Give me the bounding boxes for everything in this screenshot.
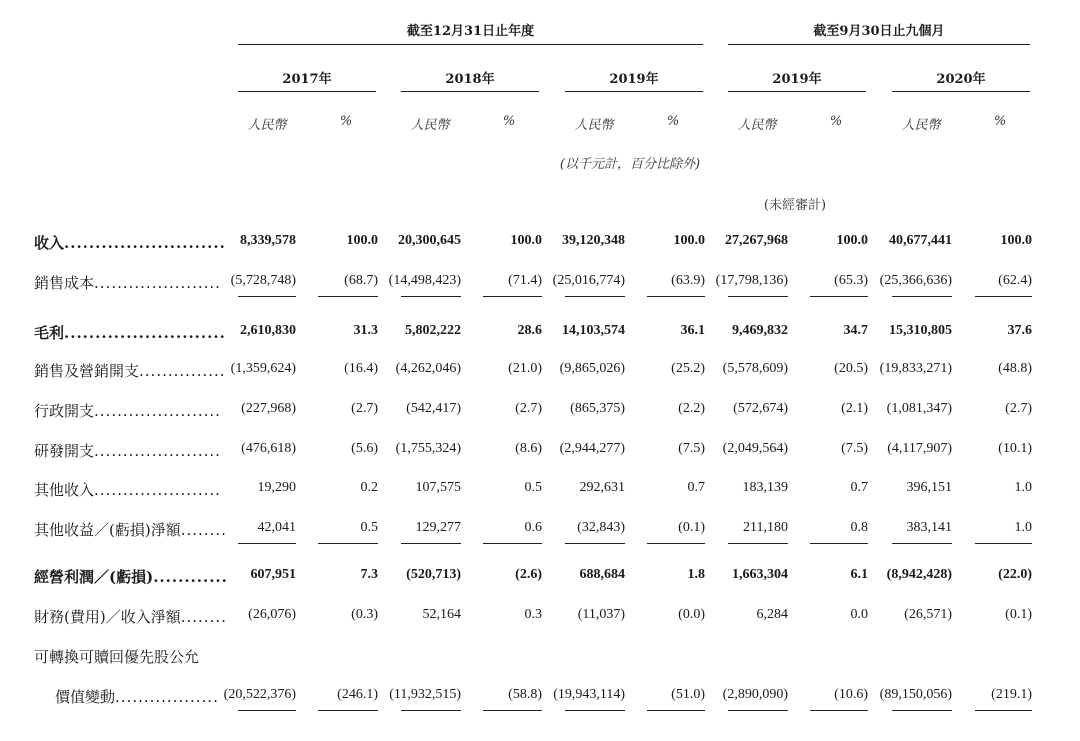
percent-cell: (10.6): [834, 687, 868, 702]
amount-cell: 183,139: [742, 480, 788, 495]
percent-cell: 31.3: [353, 323, 378, 338]
row-label-text: 經營利潤／(虧損): [34, 568, 154, 586]
percent-cell: (2.1): [841, 401, 868, 416]
row-label-text: 銷售及營銷開支: [34, 362, 140, 380]
percent-cell: (0.0): [678, 607, 705, 622]
amount-cell: 14,103,574: [562, 323, 625, 338]
amount-cell: 15,310,805: [889, 323, 952, 338]
percent-cell: 100.0: [673, 233, 705, 248]
amount-cell: 39,120,348: [562, 233, 625, 248]
subtotal-rule: [401, 710, 461, 711]
amount-cell: 688,684: [579, 567, 625, 582]
subtotal-rule: [810, 710, 868, 711]
percent-cell: 1.8: [687, 567, 705, 582]
year-2017: 2017年: [282, 72, 332, 87]
subtotal-rule: [565, 296, 625, 297]
amount-cell: (572,674): [733, 401, 788, 416]
row-label-text: 可轉換可贖回優先股公允: [34, 648, 200, 666]
amount-cell: (8,942,428): [886, 567, 952, 582]
percent-cell: 0.7: [687, 480, 705, 495]
year-2018: 2018年: [445, 72, 495, 87]
amount-cell: 607,951: [250, 567, 296, 582]
amount-cell: (5,728,748): [230, 273, 296, 288]
row-label-text: 價值變動: [55, 688, 116, 706]
row-leader-dots: ............: [153, 568, 228, 586]
percent-cell: (58.8): [508, 687, 542, 702]
amount-cell: (2,944,277): [559, 441, 625, 456]
percent-cell: 36.1: [680, 323, 705, 338]
row-label-text: 其他收入: [34, 481, 95, 499]
row-label-text: 其他收益／(虧損)淨額: [34, 521, 181, 539]
percent-cell: 100.0: [1000, 233, 1032, 248]
row-leader-dots: ..........................: [64, 324, 226, 342]
group-rule-nine-months: [728, 44, 1030, 45]
unit-rmb: 人民幣: [901, 118, 941, 133]
subtotal-rule: [483, 543, 542, 544]
year-rule-2017: [238, 91, 376, 92]
subtotal-rule: [975, 543, 1032, 544]
subtotal-rule: [975, 296, 1032, 297]
amount-cell: (25,016,774): [552, 273, 625, 288]
amount-cell: (2,890,090): [722, 687, 788, 702]
year-rule-2019: [565, 91, 703, 92]
percent-cell: 0.6: [524, 520, 542, 535]
subtotal-rule: [728, 710, 788, 711]
subtotal-rule: [318, 296, 378, 297]
amount-cell: (17,798,136): [715, 273, 788, 288]
percent-cell: (2.7): [515, 401, 542, 416]
unit-rmb: 人民幣: [410, 118, 450, 133]
percent-cell: 1.0: [1014, 480, 1032, 495]
row-label: [34, 272, 221, 293]
amount-cell: 27,267,968: [725, 233, 788, 248]
amount-cell: (20,522,376): [223, 687, 296, 702]
row-label-text: 銷售成本: [34, 274, 95, 292]
percent-cell: (68.7): [344, 273, 378, 288]
amount-cell: 52,164: [422, 607, 461, 622]
percent-cell: 0.5: [360, 520, 378, 535]
unit-rmb: 人民幣: [247, 118, 287, 133]
year-2019: 2019年: [609, 72, 659, 87]
percent-cell: (65.3): [834, 273, 868, 288]
subtotal-rule: [401, 543, 461, 544]
amount-cell: 396,151: [906, 480, 952, 495]
amount-cell: 19,290: [257, 480, 296, 495]
amount-cell: 6,284: [756, 607, 788, 622]
row-label-text: 財務(費用)／收入淨額: [34, 608, 181, 626]
year-2019-nine-months: 2019年: [772, 72, 822, 87]
subtotal-rule: [238, 296, 296, 297]
subtotal-rule: [483, 710, 542, 711]
subtotal-rule: [401, 296, 461, 297]
percent-cell: (2.7): [351, 401, 378, 416]
amount-cell: (19,943,114): [553, 687, 625, 702]
subtotal-rule: [238, 710, 296, 711]
amount-cell: (1,081,347): [886, 401, 952, 416]
amount-cell: (1,755,324): [395, 441, 461, 456]
amount-cell: (4,117,907): [887, 441, 952, 456]
amount-cell: 129,277: [415, 520, 461, 535]
unit-pct: %: [502, 114, 516, 129]
note-thousands: (以千元計，百分比除外): [559, 157, 701, 172]
amount-cell: (32,843): [577, 520, 625, 535]
row-leader-dots: ..........................: [64, 234, 226, 252]
row-leader-dots: ......................: [94, 481, 221, 499]
unit-pct: %: [666, 114, 680, 129]
row-label-text: 收入: [34, 234, 65, 252]
amount-cell: 40,677,441: [889, 233, 952, 248]
percent-cell: (0.1): [678, 520, 705, 535]
subtotal-rule: [975, 710, 1032, 711]
amount-cell: 1,663,304: [732, 567, 788, 582]
amount-cell: 2,610,830: [240, 323, 296, 338]
row-label: [55, 686, 219, 707]
row-label-text: 研發開支: [34, 442, 95, 460]
percent-cell: 100.0: [346, 233, 378, 248]
subtotal-rule: [318, 543, 378, 544]
year-rule-2018: [401, 91, 539, 92]
row-leader-dots: ......................: [94, 402, 221, 420]
subtotal-rule: [810, 543, 868, 544]
subtotal-rule: [892, 543, 952, 544]
row-leader-dots: ...............: [139, 362, 226, 380]
subtotal-rule: [238, 543, 296, 544]
amount-cell: (9,865,026): [559, 361, 625, 376]
amount-cell: (11,037): [577, 607, 625, 622]
amount-cell: (227,968): [241, 401, 296, 416]
percent-cell: (2.7): [1005, 401, 1032, 416]
subtotal-rule: [728, 543, 788, 544]
amount-cell: 42,041: [257, 520, 296, 535]
amount-cell: 292,631: [579, 480, 625, 495]
percent-cell: 34.7: [843, 323, 868, 338]
amount-cell: (26,571): [904, 607, 952, 622]
percent-cell: 100.0: [510, 233, 542, 248]
amount-cell: (1,359,624): [230, 361, 296, 376]
percent-cell: (7.5): [841, 441, 868, 456]
amount-cell: (2,049,564): [722, 441, 788, 456]
percent-cell: (5.6): [351, 441, 378, 456]
subtotal-rule: [318, 710, 378, 711]
row-label: [34, 479, 221, 500]
row-label-text: 行政開支: [34, 402, 95, 420]
percent-cell: (51.0): [671, 687, 705, 702]
amount-cell: (14,498,423): [388, 273, 461, 288]
amount-cell: (5,578,609): [722, 361, 788, 376]
row-leader-dots: ........: [180, 521, 227, 539]
amount-cell: (520,713): [406, 567, 461, 582]
percent-cell: (16.4): [344, 361, 378, 376]
percent-cell: 0.8: [850, 520, 868, 535]
subtotal-rule: [892, 296, 952, 297]
percent-cell: (22.0): [998, 567, 1032, 582]
amount-cell: 383,141: [906, 520, 952, 535]
amount-cell: (865,375): [570, 401, 625, 416]
unit-pct: %: [993, 114, 1007, 129]
row-label: [34, 646, 199, 667]
row-leader-dots: ........: [180, 608, 227, 626]
percent-cell: (8.6): [515, 441, 542, 456]
percent-cell: (0.1): [1005, 607, 1032, 622]
amount-cell: 9,469,832: [732, 323, 788, 338]
percent-cell: (10.1): [998, 441, 1032, 456]
percent-cell: (48.8): [998, 361, 1032, 376]
subtotal-rule: [483, 296, 542, 297]
year-rule-2019-nine-months: [728, 91, 866, 92]
amount-cell: (542,417): [406, 401, 461, 416]
amount-cell: 211,180: [743, 520, 788, 535]
group-rule-full-year: [238, 44, 703, 45]
unit-rmb: 人民幣: [737, 118, 777, 133]
percent-cell: (0.3): [351, 607, 378, 622]
amount-cell: 20,300,645: [398, 233, 461, 248]
group-header-full-year: 截至12月31日止年度: [406, 24, 535, 39]
percent-cell: 100.0: [836, 233, 868, 248]
percent-cell: 28.6: [517, 323, 542, 338]
percent-cell: (246.1): [337, 687, 378, 702]
subtotal-rule: [647, 710, 705, 711]
percent-cell: (219.1): [991, 687, 1032, 702]
amount-cell: (476,618): [241, 441, 296, 456]
year-2020: 2020年: [936, 72, 986, 87]
group-header-nine-months: 截至9月30日止九個月: [813, 24, 945, 39]
row-leader-dots: ......................: [94, 442, 221, 460]
amount-cell: (4,262,046): [395, 361, 461, 376]
row-label: [34, 440, 221, 461]
percent-cell: 0.7: [850, 480, 868, 495]
subtotal-rule: [892, 710, 952, 711]
subtotal-rule: [810, 296, 868, 297]
amount-cell: (25,366,636): [879, 273, 952, 288]
percent-cell: (71.4): [508, 273, 542, 288]
row-leader-dots: ......................: [94, 274, 221, 292]
percent-cell: (20.5): [834, 361, 868, 376]
percent-cell: (2.6): [515, 567, 542, 582]
row-label: [34, 400, 221, 421]
row-label-text: 毛利: [34, 324, 65, 342]
percent-cell: 0.3: [524, 607, 542, 622]
subtotal-rule: [728, 296, 788, 297]
percent-cell: (2.2): [678, 401, 705, 416]
subtotal-rule: [647, 296, 705, 297]
percent-cell: 0.5: [524, 480, 542, 495]
percent-cell: 1.0: [1014, 520, 1032, 535]
unit-pct: %: [339, 114, 353, 129]
percent-cell: 7.3: [360, 567, 378, 582]
year-rule-2020: [892, 91, 1030, 92]
percent-cell: (7.5): [678, 441, 705, 456]
subtotal-rule: [565, 710, 625, 711]
note-unaudited: (未經審計): [763, 198, 827, 213]
percent-cell: 37.6: [1007, 323, 1032, 338]
percent-cell: (25.2): [671, 361, 705, 376]
percent-cell: 0.2: [360, 480, 378, 495]
percent-cell: 0.0: [850, 607, 868, 622]
amount-cell: 107,575: [415, 480, 461, 495]
amount-cell: (19,833,271): [879, 361, 952, 376]
percent-cell: (62.4): [998, 273, 1032, 288]
percent-cell: (21.0): [508, 361, 542, 376]
amount-cell: 5,802,222: [405, 323, 461, 338]
subtotal-rule: [565, 543, 625, 544]
amount-cell: (89,150,056): [879, 687, 952, 702]
unit-pct: %: [829, 114, 843, 129]
unit-rmb: 人民幣: [574, 118, 614, 133]
amount-cell: 8,339,578: [240, 233, 296, 248]
subtotal-rule: [647, 543, 705, 544]
amount-cell: (11,932,515): [389, 687, 461, 702]
percent-cell: 6.1: [850, 567, 868, 582]
amount-cell: (26,076): [248, 607, 296, 622]
percent-cell: (63.9): [671, 273, 705, 288]
row-leader-dots: ..................: [115, 688, 219, 706]
